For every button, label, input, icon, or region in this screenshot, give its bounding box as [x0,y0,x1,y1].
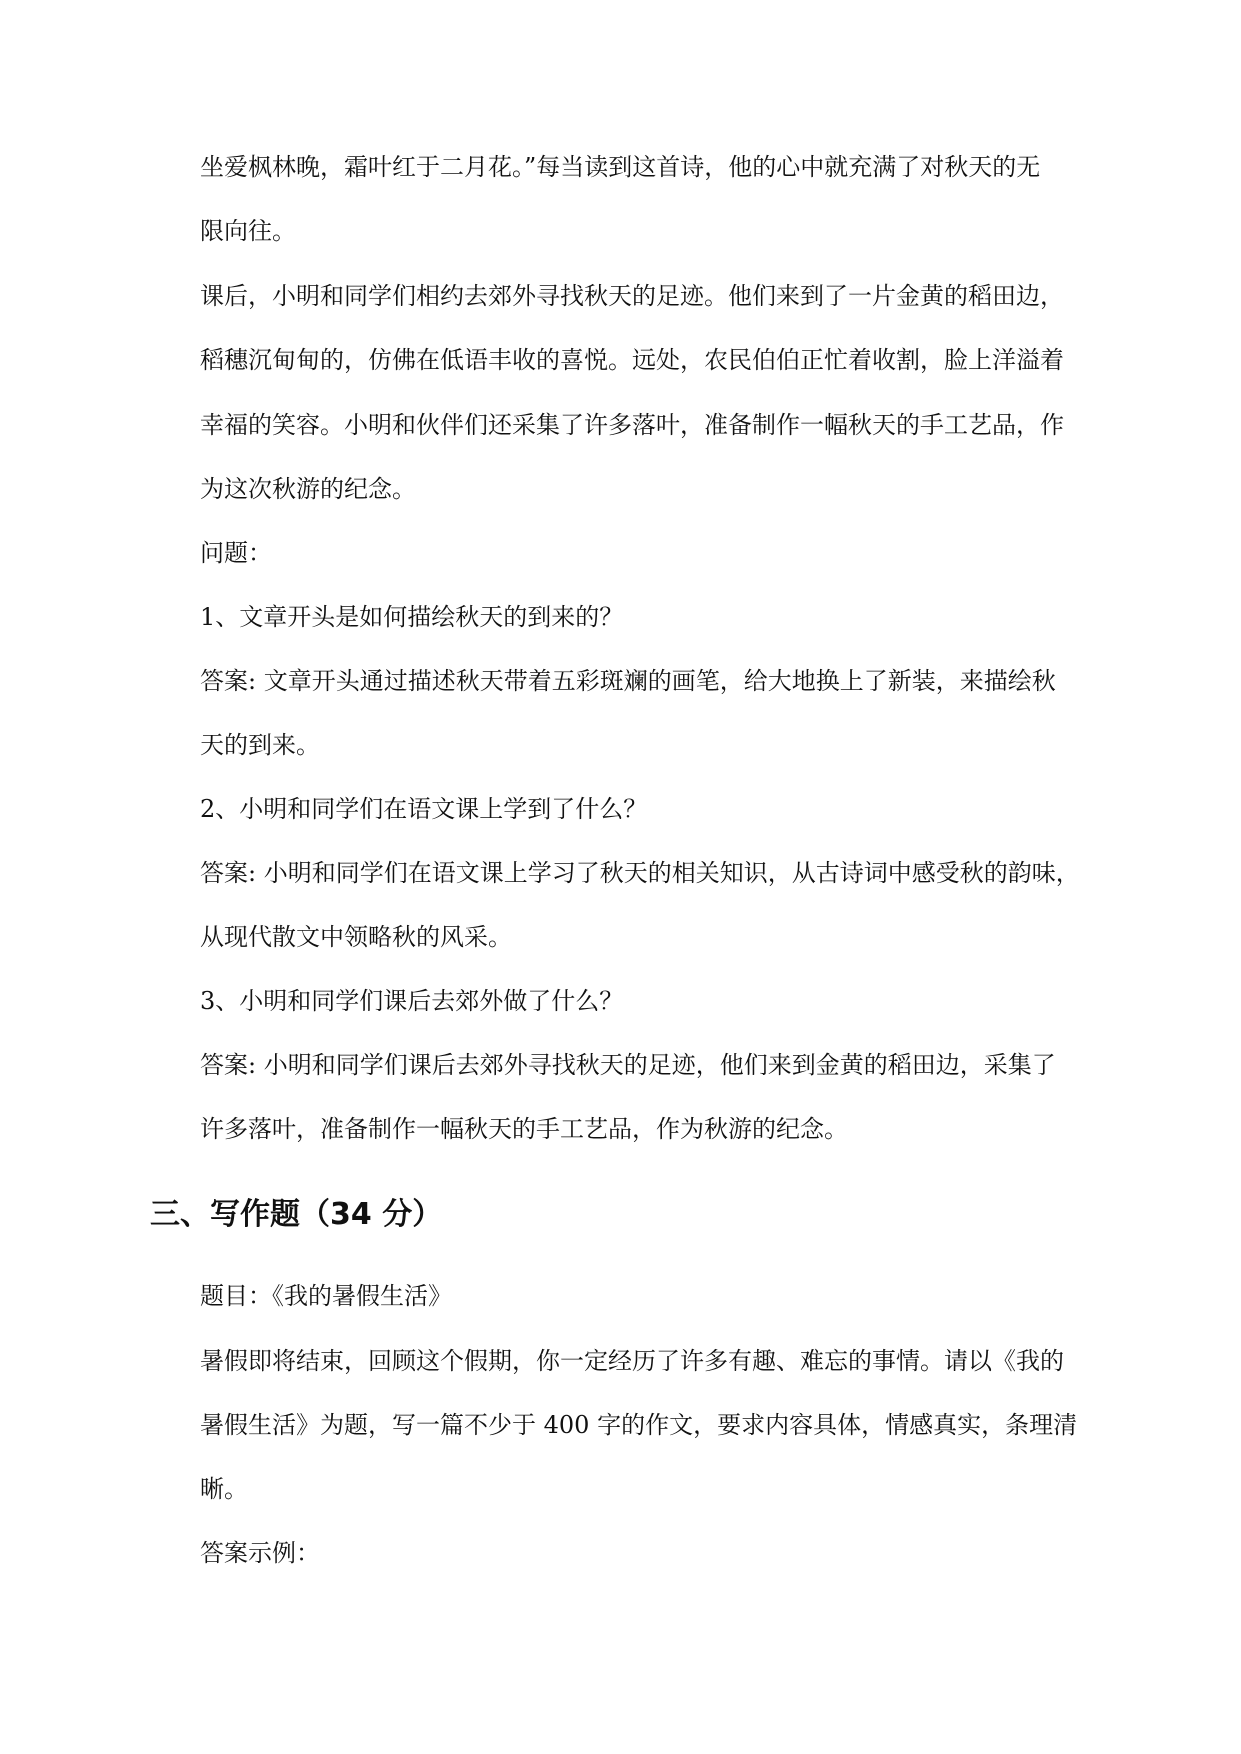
passage-line: 为这次秋游的纪念。 [200,475,416,503]
question-3: 3、小明和同学们课后去郊外做了什么？ [200,987,624,1015]
answer-2-line: 答案: 小明和同学们在语文课上学习了秋天的相关知识，从古诗词中感受秋的韵味， [200,859,1080,887]
writing-topic: 题目：《我的暑假生活》 [200,1282,452,1310]
passage-line: 稻穗沉甸甸的，仿佛在低语丰收的喜悦。远处，农民伯伯正忙着收割，脸上洋溢着 [200,346,1064,374]
passage-line: 课后，小明和同学们相约去郊外寻找秋天的足迹。他们来到了一片金黄的稻田边， [200,282,1064,310]
writing-prompt-line: 暑假生活》为题，写一篇不少于 400 字的作文，要求内容具体，情感真实，条理清 [200,1411,1078,1439]
question-2: 2、小明和同学们在语文课上学到了什么？ [200,795,648,823]
writing-prompt-line: 晰。 [200,1475,248,1503]
questions-label: 问题： [200,539,272,567]
passage-line: 幸福的笑容。小明和伙伴们还采集了许多落叶，准备制作一幅秋天的手工艺品，作 [200,411,1064,439]
passage-line: 坐爱枫林晚，霜叶红于二月花。”每当读到这首诗，他的心中就充满了对秋天的无 [200,153,1041,181]
question-1: 1、文章开头是如何描绘秋天的到来的？ [200,603,624,631]
answer-1-line: 答案: 文章开头通过描述秋天带着五彩斑斓的画笔，给大地换上了新装，来描绘秋 [200,667,1056,695]
writing-prompt-line: 暑假即将结束，回顾这个假期，你一定经历了许多有趣、难忘的事情。请以《我的 [200,1347,1064,1375]
example-label: 答案示例： [200,1539,320,1567]
passage-line: 限向往。 [200,217,296,245]
answer-3-line: 许多落叶，准备制作一幅秋天的手工艺品，作为秋游的纪念。 [200,1115,848,1143]
section-heading: 三、写作题（34 分） [150,1197,443,1232]
answer-2-line: 从现代散文中领略秋的风采。 [200,923,512,951]
answer-3-line: 答案: 小明和同学们课后去郊外寻找秋天的足迹，他们来到金黄的稻田边，采集了 [200,1051,1056,1079]
answer-1-line: 天的到来。 [200,731,320,759]
